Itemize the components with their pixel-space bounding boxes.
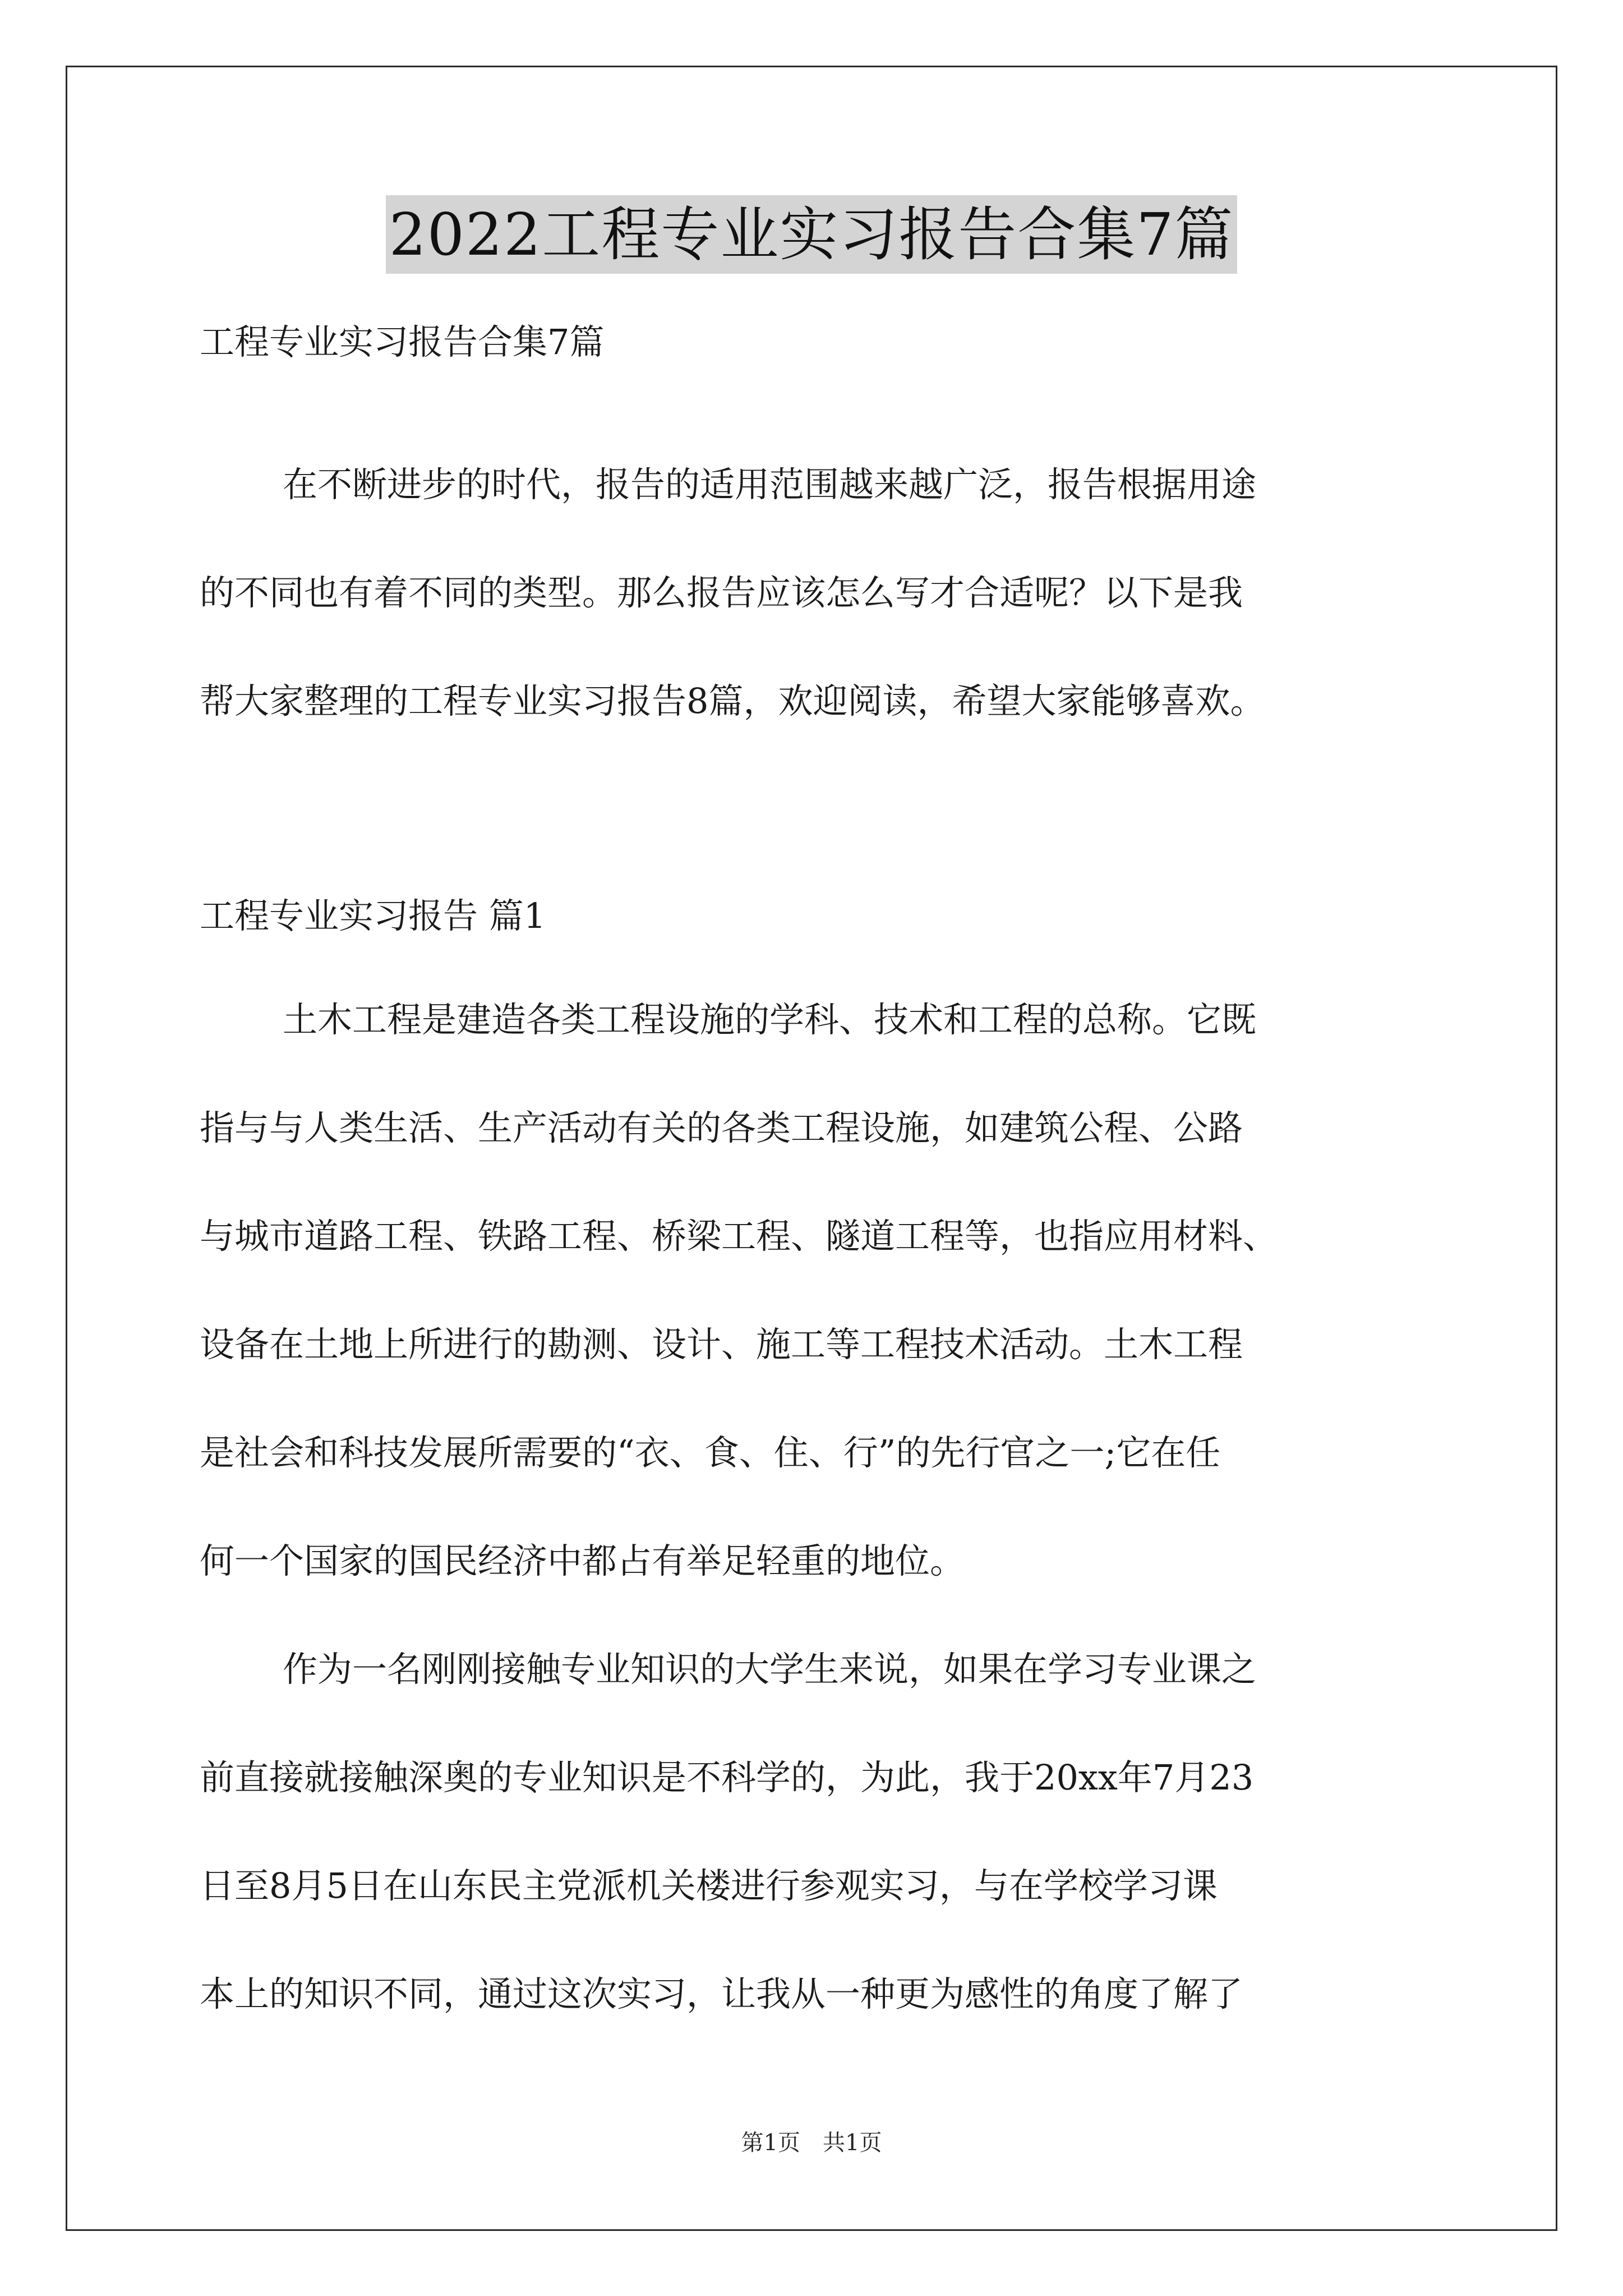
paragraph1-line-3: 与城市道路工程、铁路工程、桥梁工程、隧道工程等，也指应用材料、 bbox=[200, 1216, 1278, 1257]
page-number: 第1页 bbox=[741, 2130, 800, 2156]
paragraph2-line-3: 日至8月5日在山东民主党派机关楼进行参观实习，与在学校学习课 bbox=[200, 1865, 1218, 1906]
intro-line-1: 在不断进步的时代，报告的适用范围越来越广泛，报告根据用途 bbox=[283, 464, 1257, 505]
section-heading: 工程专业实习报告 篇1 bbox=[200, 895, 546, 936]
paragraph1-line-6: 何一个国家的国民经济中都占有举足轻重的地位。 bbox=[200, 1540, 965, 1581]
title-container bbox=[0, 195, 1623, 274]
page-total: 共1页 bbox=[823, 2130, 882, 2156]
document-subtitle: 工程专业实习报告合集7篇 bbox=[200, 321, 605, 362]
paragraph1-line-4: 设备在土地上所进行的勘测、设计、施工等工程技术活动。土木工程 bbox=[200, 1324, 1243, 1365]
paragraph2-line-4: 本上的知识不同，通过这次实习，让我从一种更为感性的角度了解了 bbox=[200, 1973, 1243, 2014]
paragraph2-line-2: 前直接就接触深奥的专业知识是不科学的，为此，我于20xx年7月23 bbox=[200, 1757, 1254, 1798]
intro-line-3: 帮大家整理的工程专业实习报告8篇，欢迎阅读，希望大家能够喜欢。 bbox=[200, 680, 1265, 721]
paragraph2-line-1: 作为一名刚刚接触专业知识的大学生来说，如果在学习专业课之 bbox=[283, 1649, 1257, 1690]
document-title: 2022工程专业实习报告合集7篇 bbox=[386, 195, 1238, 274]
paragraph1-line-2: 指与与人类生活、生产活动有关的各类工程设施，如建筑公程、公路 bbox=[200, 1107, 1243, 1148]
paragraph1-line-5: 是社会和科技发展所需要的“衣、食、住、行”的先行官之一;它在任 bbox=[200, 1432, 1221, 1473]
page-footer bbox=[0, 2129, 1623, 2157]
paragraph1-line-1: 土木工程是建造各类工程设施的学科、技术和工程的总称。它既 bbox=[283, 999, 1257, 1040]
intro-line-2: 的不同也有着不同的类型。那么报告应该怎么写才合适呢？以下是我 bbox=[200, 572, 1243, 613]
